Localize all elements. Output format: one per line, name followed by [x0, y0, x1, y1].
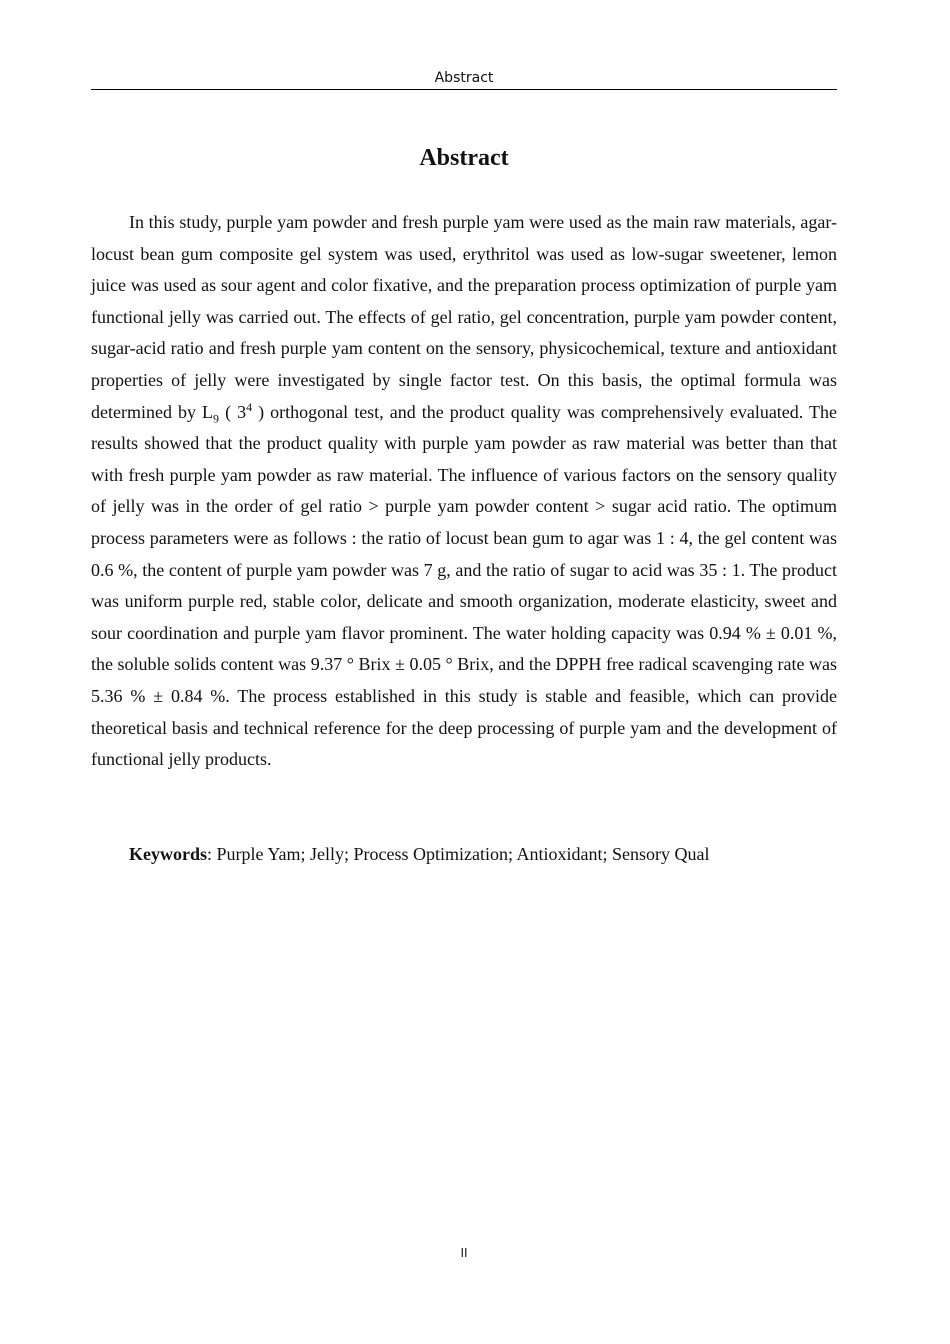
header-rule [91, 89, 837, 90]
keywords-label: Keywords [129, 844, 207, 864]
keywords-text: : Purple Yam; Jelly; Process Optimization; Antioxidant; Sensory Qual [207, 844, 710, 864]
orthogonal-superscript: 4 [246, 399, 253, 414]
abstract-text-part-1: In this study, purple yam powder and fresh purple yam were used as the main raw materials, agar-locust bean gum composite gel system was used, erythritol was used as low-sugar sweetener, lemon juice was used as sour agent and color fixative, and the preparation process optimization of purple yam functional jelly was carried out. The effects of gel ratio, gel concentration, purple yam powder content, sugar-acid ratio and fresh purple yam content on the sensory, physicochemical, texture and antioxidant properties of jelly were investigated by single factor test. On this basis, the optimal formula was determined by L [91, 212, 837, 422]
abstract-text-part-3: ) orthogonal test, and the product quality was comprehensively evaluated. The results showed that the product quality with purple yam powder as raw material was better than that with fresh purple yam powder as raw material. The influence of various factors on the sensory quality of jelly was in the order of gel ratio > purple yam powder content > sugar acid ratio. The optimum process parameters were as follows : the ratio of locust bean gum to agar was 1 : 4, the gel content was 0.6 %, the content of purple yam powder was 7 g, and the ratio of sugar to acid was 35 : 1. The product was uniform purple red, stable color, delicate and smooth organization, moderate elasticity, sweet and sour coordination and purple yam flavor prominent. The water holding capacity was 0.94 % ± 0.01 %, the soluble solids content was 9.37 ° Brix ± 0.05 ° Brix, and the DPPH free radical scavenging rate was 5.36 % ± 0.84 %. The process established in this study is stable and feasible, which can provide theoretical basis and technical reference for the deep processing of purple yam and the development of functional jelly products. [91, 401, 837, 770]
running-header: Abstract [434, 70, 494, 86]
abstract-body [91, 207, 837, 776]
orthogonal-subscript: 9 [213, 411, 220, 426]
page-title: Abstract [419, 145, 509, 171]
page-number: II [460, 1246, 468, 1260]
keywords-line [91, 839, 837, 870]
abstract-text-part-2: ( 3 [219, 401, 247, 422]
